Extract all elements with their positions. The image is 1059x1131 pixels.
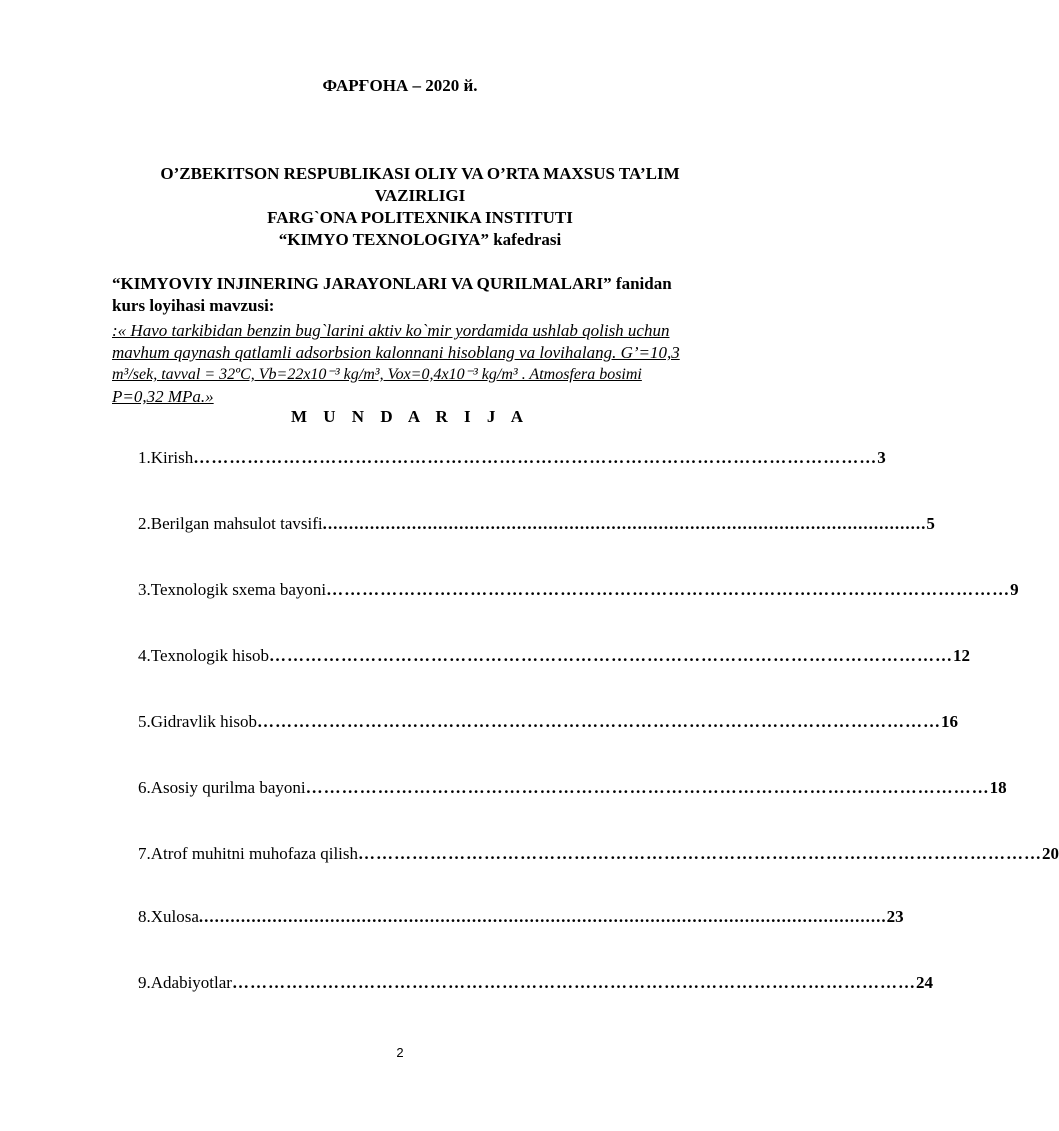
toc-item <box>138 514 935 538</box>
toc-item-number: 2. <box>138 514 151 533</box>
toc-item-label: Kirish <box>150 448 194 467</box>
toc-item-number: 9. <box>138 973 151 992</box>
toc-item-page: 18 <box>989 778 1007 797</box>
toc-leader-dots: …………………………………………………………………………………………………… <box>358 844 1043 863</box>
toc-item <box>138 448 886 472</box>
toc-item <box>138 844 1059 868</box>
toc-item-page: 20 <box>1042 844 1059 863</box>
toc-item-label: Texnologik sxema bayoni <box>150 580 327 599</box>
toc-item-number: 7. <box>138 844 151 863</box>
toc-item-label: Berilgan mahsulot tavsifi <box>150 514 323 533</box>
toc-leader-dots: …………………………………………………………………………………………………… <box>269 646 954 665</box>
toc-item <box>138 646 971 670</box>
toc-item-page: 5 <box>926 514 935 533</box>
toc-item-page: 23 <box>886 907 904 926</box>
toc-item-label: Xulosa <box>150 907 199 926</box>
page-number: 2 <box>396 1045 404 1060</box>
toc-leader-dots: ................................................................................................................... <box>322 514 927 533</box>
toc-leader-dots: …………………………………………………………………………………………………… <box>231 973 916 992</box>
toc-item <box>138 907 904 931</box>
toc-item-page: 12 <box>953 646 971 665</box>
toc-item <box>138 973 933 997</box>
toc-item-number: 6. <box>138 778 151 797</box>
toc-item <box>138 580 1019 604</box>
department-name: “KIMYO TEXNOLOGIYA” kafedrasi <box>278 230 562 249</box>
ministry-line-2: VAZIRLIGI <box>374 186 466 205</box>
topic-line-2: mavhum qaynash qatlamli adsorbsion kalonnani hisoblang va lovihalang. G’=10,3 <box>112 343 680 362</box>
topic-line-4: P=0,32 MPa.» <box>112 387 214 406</box>
toc-leader-dots: …………………………………………………………………………………………………… <box>193 448 878 467</box>
toc-item <box>138 712 958 736</box>
toc-item-page: 24 <box>915 973 933 992</box>
toc-leader-dots: …………………………………………………………………………………………………… <box>305 778 990 797</box>
toc-item-number: 8. <box>138 907 151 926</box>
toc-item-number: 5. <box>138 712 151 731</box>
toc-item-page: 3 <box>877 448 886 467</box>
toc-item-label: Asosiy qurilma bayoni <box>150 778 306 797</box>
toc-item-number: 3. <box>138 580 151 599</box>
city-year: ФАРҒОНА – 2020 й. <box>322 76 478 95</box>
toc-leader-dots: …………………………………………………………………………………………………… <box>257 712 941 731</box>
toc-item-page: 16 <box>941 712 958 731</box>
toc-item-label: Adabiyotlar <box>150 973 232 992</box>
toc-leader-dots: …………………………………………………………………………………………………… <box>326 580 1011 599</box>
topic-line-3: m³/sek, tavval = 32ºC, Vb=22x10⁻³ kg/m³, Vox=0,4x10⁻³ kg/m³ . Atmosfera bosimi <box>112 366 642 383</box>
toc-item <box>138 778 1007 802</box>
topic-line-1: :« Havo tarkibidan benzin bug`larini aktiv ko`mir yordamida ushlab qolish uchun <box>112 321 670 340</box>
subject-line-1: “KIMYOVIY INJINERING JARAYONLARI VA QURILMALARI” fanidan <box>112 274 672 293</box>
contents-title: M U N D A R I J A <box>290 407 529 426</box>
toc-item-number: 1. <box>138 448 151 467</box>
ministry-line-1: O’ZBEKITSON RESPUBLIKASI OLIY VA O’RTA MAXSUS TA’LIM <box>160 164 680 183</box>
subject-line-2: kurs loyihasi mavzusi: <box>112 296 275 315</box>
toc-item-number: 4. <box>138 646 151 665</box>
toc-item-label: Atrof muhitni muhofaza qilish <box>150 844 359 863</box>
institute-name: FARG`ONA POLITEXNIKA INSTITUTI <box>267 208 573 227</box>
toc-item-label: Texnologik hisob <box>150 646 270 665</box>
toc-item-page: 9 <box>1010 580 1019 599</box>
toc-leader-dots: ................................................................................................................................... <box>198 907 887 926</box>
toc-item-label: Gidravlik hisob <box>150 712 257 731</box>
